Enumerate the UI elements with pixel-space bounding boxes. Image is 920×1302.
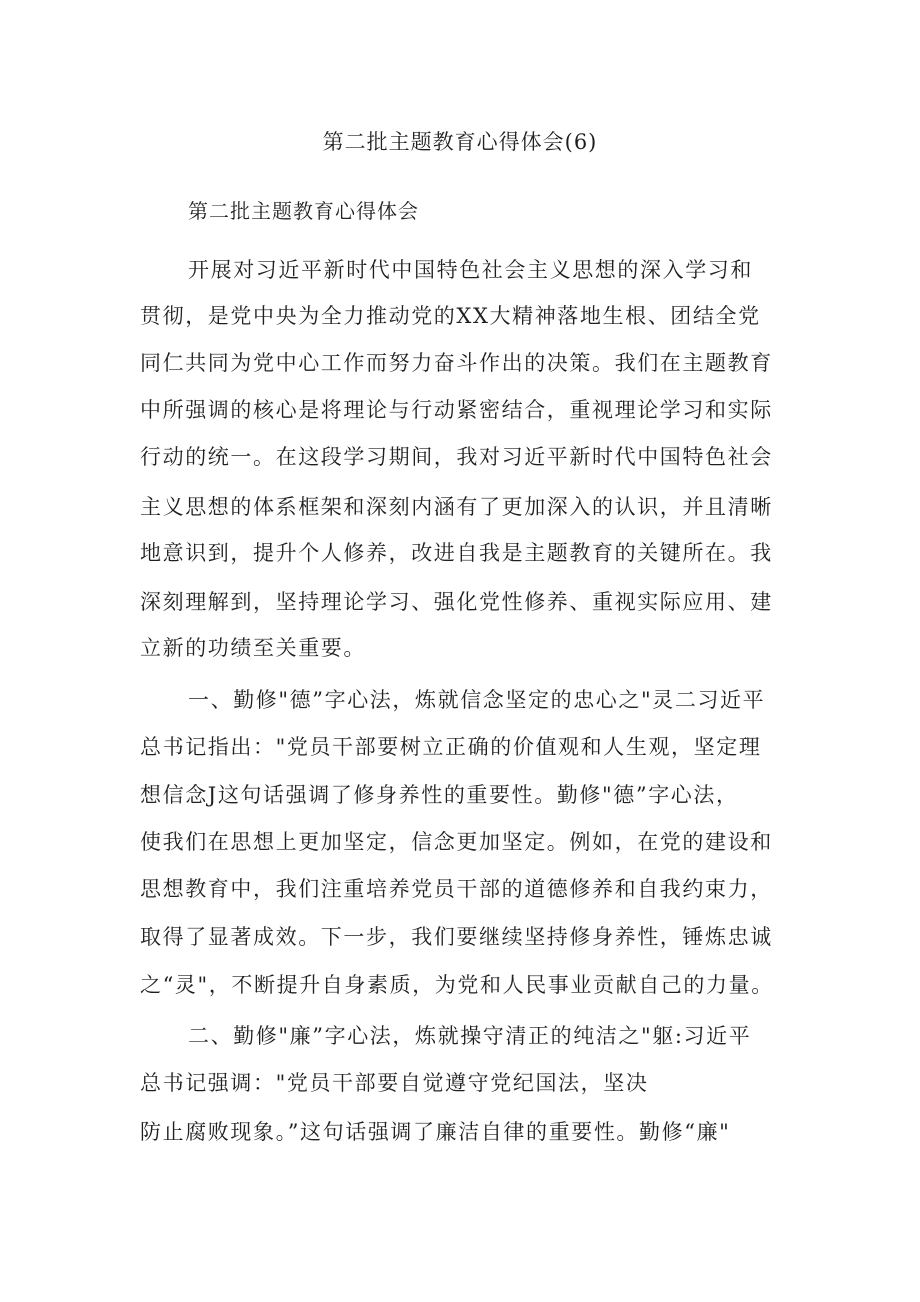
text-line: 深刻理解到，坚持理论学习、强化党性修养、重视实际应用、建 (140, 590, 773, 614)
text-line: 主义思想的体系框架和深刻内涵有了更加深入的认识，并且清晰 (140, 495, 773, 519)
text-line: 开展对习近平新时代中国特色社会主义思想的深入学习和 (188, 258, 753, 282)
text-line: 总书记指出："党员干部要树立正确的价值观和人生观，坚定理 (140, 735, 762, 759)
document-subtitle: 第二批主题教育心得体会 (188, 199, 419, 223)
document-title: 第二批主题教育心得体会(6) (322, 130, 598, 154)
text-line: 地意识到，提升个人修养，改进自我是主题教育的关键所在。我 (140, 541, 773, 565)
text-line: 贯彻，是党中央为全力推动党的XX大精神落地生根、团结全党 (140, 304, 761, 328)
text-line: 之“灵"，不断提升自身素质，为党和人民事业贡献自己的力量。 (140, 973, 774, 997)
text-line: 总书记强调："党员干部要自觉遵守党纪国法，坚决 (140, 1071, 649, 1095)
text-line: 想信念J这句话强调了修身养性的重要性。勤修"德”字心法， (140, 783, 739, 807)
text-line: 二、勤修"廉”字心法，炼就操守清正的纯洁之"躯:习近平 (188, 1024, 752, 1048)
text-line: 中所强调的核心是将理论与行动紧密结合，重视理论学习和实际 (140, 398, 773, 422)
text-line: 防止腐败现象。”这句话强调了廉洁自律的重要性。勤修“廉" (140, 1120, 731, 1144)
text-line: 同仁共同为党中心工作而努力奋斗作出的决策。我们在主题教育 (140, 351, 773, 375)
text-line: 行动的统一。在这段学习期间，我对习近平新时代中国特色社会 (140, 445, 773, 469)
text-line: 立新的功绩至关重要。 (140, 636, 366, 660)
text-line: 一、勤修"德”字心法，炼就信念坚定的忠心之"灵二习近平 (188, 688, 766, 712)
text-line: 思想教育中，我们注重培养党员干部的道德修养和自我约束力， (140, 877, 773, 901)
text-line: 使我们在思想上更加坚定，信念更加坚定。例如，在党的建设和 (140, 830, 773, 854)
text-line: 取得了显著成效。下一步，我们要继续坚持修身养性，锤炼忠诚 (140, 925, 773, 949)
